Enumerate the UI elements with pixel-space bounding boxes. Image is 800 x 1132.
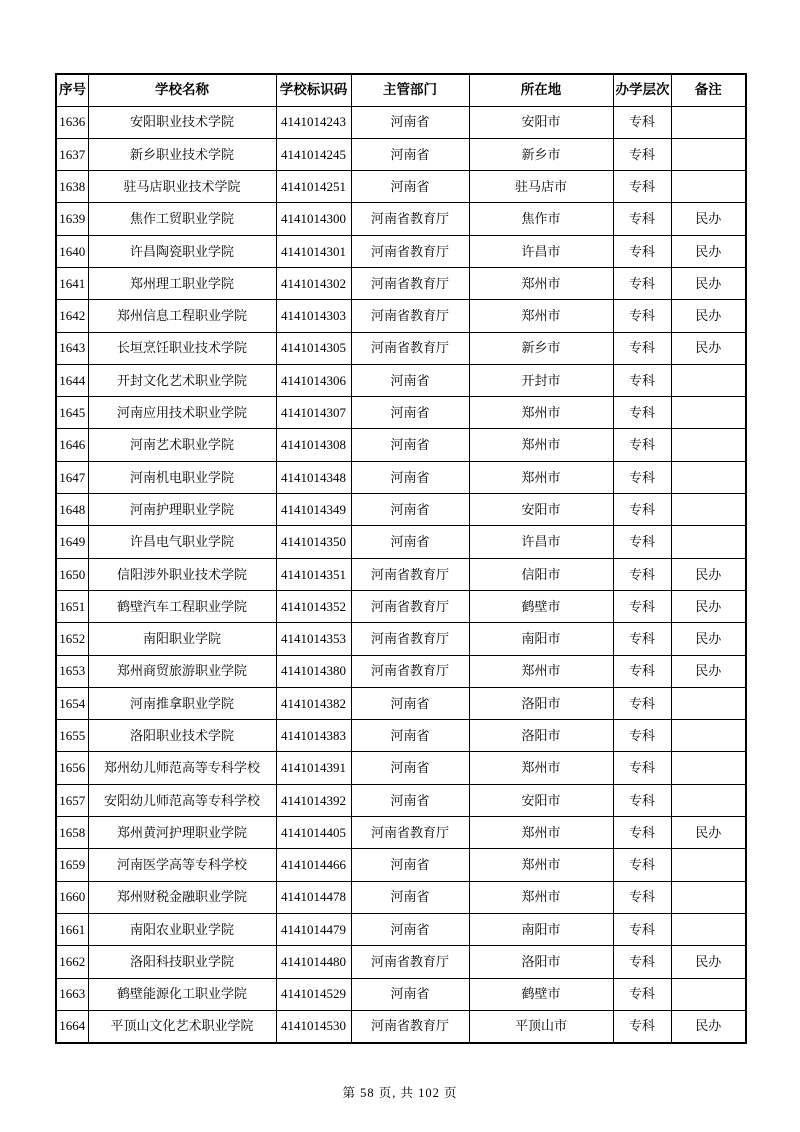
page-footer: 第 58 页, 共 102 页 — [342, 1086, 458, 1100]
cell-remark: 民办 — [671, 946, 746, 978]
cell-level: 专科 — [613, 913, 671, 945]
cell-authority: 河南省 — [351, 461, 469, 493]
cell-index: 1655 — [56, 720, 88, 752]
cell-index: 1657 — [56, 784, 88, 816]
cell-level: 专科 — [613, 494, 671, 526]
cell-location: 平顶山市 — [469, 1010, 613, 1042]
column-header-school-name: 学校名称 — [88, 74, 276, 106]
cell-authority: 河南省 — [351, 913, 469, 945]
cell-location: 郑州市 — [469, 429, 613, 461]
cell-authority: 河南省教育厅 — [351, 817, 469, 849]
cell-index: 1640 — [56, 235, 88, 267]
cell-school-name: 安阳职业技术学院 — [88, 106, 276, 138]
cell-index: 1646 — [56, 429, 88, 461]
cell-authority: 河南省教育厅 — [351, 655, 469, 687]
cell-index: 1647 — [56, 461, 88, 493]
table-row — [56, 235, 746, 267]
cell-school-name: 信阳涉外职业技术学院 — [88, 558, 276, 590]
table-row — [56, 203, 746, 235]
cell-index: 1642 — [56, 300, 88, 332]
cell-school-name: 洛阳科技职业学院 — [88, 946, 276, 978]
cell-remark — [671, 687, 746, 719]
cell-remark: 民办 — [671, 817, 746, 849]
table-row — [56, 558, 746, 590]
cell-remark — [671, 106, 746, 138]
table-row — [56, 300, 746, 332]
cell-school-code: 4141014391 — [276, 752, 351, 784]
cell-authority: 河南省 — [351, 171, 469, 203]
cell-level: 专科 — [613, 817, 671, 849]
cell-level: 专科 — [613, 364, 671, 396]
cell-school-code: 4141014479 — [276, 913, 351, 945]
cell-school-code: 4141014352 — [276, 590, 351, 622]
cell-school-code: 4141014308 — [276, 429, 351, 461]
table-row — [56, 332, 746, 364]
column-header-location: 所在地 — [469, 74, 613, 106]
cell-index: 1643 — [56, 332, 88, 364]
cell-school-code: 4141014350 — [276, 526, 351, 558]
cell-school-code: 4141014529 — [276, 978, 351, 1010]
cell-school-code: 4141014392 — [276, 784, 351, 816]
cell-index: 1650 — [56, 558, 88, 590]
cell-remark — [671, 494, 746, 526]
cell-location: 南阳市 — [469, 913, 613, 945]
cell-authority: 河南省 — [351, 364, 469, 396]
cell-school-name: 鹤壁汽车工程职业学院 — [88, 590, 276, 622]
cell-authority: 河南省 — [351, 687, 469, 719]
cell-index: 1653 — [56, 655, 88, 687]
cell-index: 1660 — [56, 881, 88, 913]
table-row — [56, 817, 746, 849]
cell-school-name: 新乡职业技术学院 — [88, 138, 276, 170]
column-header-school-code: 学校标识码 — [276, 74, 351, 106]
table-row — [56, 978, 746, 1010]
cell-school-code: 4141014303 — [276, 300, 351, 332]
cell-index: 1651 — [56, 590, 88, 622]
cell-school-name: 郑州信息工程职业学院 — [88, 300, 276, 332]
cell-authority: 河南省 — [351, 106, 469, 138]
cell-location: 洛阳市 — [469, 720, 613, 752]
cell-authority: 河南省 — [351, 784, 469, 816]
cell-level: 专科 — [613, 171, 671, 203]
cell-authority: 河南省 — [351, 397, 469, 429]
cell-location: 安阳市 — [469, 106, 613, 138]
cell-location: 洛阳市 — [469, 946, 613, 978]
cell-school-name: 河南应用技术职业学院 — [88, 397, 276, 429]
table-row — [56, 397, 746, 429]
cell-authority: 河南省 — [351, 978, 469, 1010]
cell-school-code: 4141014380 — [276, 655, 351, 687]
column-header-index: 序号 — [56, 74, 88, 106]
cell-level: 专科 — [613, 946, 671, 978]
table-row — [56, 946, 746, 978]
column-header-remark: 备注 — [671, 74, 746, 106]
cell-index: 1658 — [56, 817, 88, 849]
cell-school-name: 平顶山文化艺术职业学院 — [88, 1010, 276, 1042]
cell-school-name: 许昌电气职业学院 — [88, 526, 276, 558]
cell-index: 1638 — [56, 171, 88, 203]
cell-level: 专科 — [613, 558, 671, 590]
table-row — [56, 687, 746, 719]
cell-remark — [671, 397, 746, 429]
cell-school-name: 长垣烹饪职业技术学院 — [88, 332, 276, 364]
table-row — [56, 623, 746, 655]
cell-school-name: 河南医学高等专科学校 — [88, 849, 276, 881]
cell-school-code: 4141014478 — [276, 881, 351, 913]
cell-school-code: 4141014251 — [276, 171, 351, 203]
cell-level: 专科 — [613, 300, 671, 332]
cell-authority: 河南省教育厅 — [351, 590, 469, 622]
cell-school-name: 南阳农业职业学院 — [88, 913, 276, 945]
table-row — [56, 526, 746, 558]
cell-location: 郑州市 — [469, 655, 613, 687]
cell-school-code: 4141014305 — [276, 332, 351, 364]
cell-level: 专科 — [613, 106, 671, 138]
cell-remark: 民办 — [671, 267, 746, 299]
cell-remark — [671, 171, 746, 203]
cell-remark — [671, 881, 746, 913]
cell-authority: 河南省 — [351, 494, 469, 526]
cell-school-code: 4141014307 — [276, 397, 351, 429]
cell-index: 1654 — [56, 687, 88, 719]
cell-school-code: 4141014353 — [276, 623, 351, 655]
table-row — [56, 881, 746, 913]
table-row — [56, 655, 746, 687]
table-row — [56, 590, 746, 622]
cell-remark — [671, 461, 746, 493]
cell-index: 1652 — [56, 623, 88, 655]
cell-index: 1659 — [56, 849, 88, 881]
cell-index: 1636 — [56, 106, 88, 138]
cell-level: 专科 — [613, 881, 671, 913]
cell-remark — [671, 526, 746, 558]
cell-school-name: 开封文化艺术职业学院 — [88, 364, 276, 396]
cell-index: 1644 — [56, 364, 88, 396]
schools-table — [55, 73, 747, 1044]
cell-index: 1656 — [56, 752, 88, 784]
cell-remark: 民办 — [671, 623, 746, 655]
cell-authority: 河南省教育厅 — [351, 1010, 469, 1042]
cell-level: 专科 — [613, 687, 671, 719]
cell-authority: 河南省教育厅 — [351, 332, 469, 364]
cell-remark: 民办 — [671, 558, 746, 590]
table-row — [56, 784, 746, 816]
cell-location: 郑州市 — [469, 300, 613, 332]
cell-school-name: 驻马店职业技术学院 — [88, 171, 276, 203]
cell-school-code: 4141014302 — [276, 267, 351, 299]
cell-remark — [671, 138, 746, 170]
cell-location: 信阳市 — [469, 558, 613, 590]
cell-remark — [671, 364, 746, 396]
cell-index: 1662 — [56, 946, 88, 978]
cell-level: 专科 — [613, 397, 671, 429]
table-row — [56, 494, 746, 526]
cell-remark: 民办 — [671, 590, 746, 622]
cell-school-name: 洛阳职业技术学院 — [88, 720, 276, 752]
cell-authority: 河南省 — [351, 429, 469, 461]
cell-remark: 民办 — [671, 655, 746, 687]
cell-index: 1664 — [56, 1010, 88, 1042]
cell-index: 1648 — [56, 494, 88, 526]
cell-school-code: 4141014351 — [276, 558, 351, 590]
cell-location: 许昌市 — [469, 526, 613, 558]
cell-level: 专科 — [613, 138, 671, 170]
table-header-row — [56, 74, 746, 106]
cell-school-code: 4141014466 — [276, 849, 351, 881]
cell-school-code: 4141014301 — [276, 235, 351, 267]
cell-remark — [671, 429, 746, 461]
cell-school-code: 4141014383 — [276, 720, 351, 752]
cell-location: 郑州市 — [469, 817, 613, 849]
cell-remark: 民办 — [671, 300, 746, 332]
cell-location: 郑州市 — [469, 752, 613, 784]
cell-school-code: 4141014405 — [276, 817, 351, 849]
cell-index: 1637 — [56, 138, 88, 170]
cell-level: 专科 — [613, 332, 671, 364]
cell-authority: 河南省教育厅 — [351, 203, 469, 235]
cell-location: 郑州市 — [469, 397, 613, 429]
cell-school-name: 鹤壁能源化工职业学院 — [88, 978, 276, 1010]
cell-school-code: 4141014480 — [276, 946, 351, 978]
cell-location: 新乡市 — [469, 332, 613, 364]
cell-school-name: 河南推拿职业学院 — [88, 687, 276, 719]
cell-level: 专科 — [613, 461, 671, 493]
cell-authority: 河南省教育厅 — [351, 946, 469, 978]
table-row — [56, 752, 746, 784]
cell-location: 郑州市 — [469, 881, 613, 913]
cell-remark: 民办 — [671, 1010, 746, 1042]
cell-location: 南阳市 — [469, 623, 613, 655]
cell-index: 1639 — [56, 203, 88, 235]
cell-location: 焦作市 — [469, 203, 613, 235]
cell-authority: 河南省教育厅 — [351, 235, 469, 267]
cell-location: 许昌市 — [469, 235, 613, 267]
table-row — [56, 138, 746, 170]
table-row — [56, 106, 746, 138]
cell-school-name: 河南艺术职业学院 — [88, 429, 276, 461]
cell-remark: 民办 — [671, 332, 746, 364]
cell-school-name: 郑州理工职业学院 — [88, 267, 276, 299]
cell-authority: 河南省 — [351, 752, 469, 784]
cell-index: 1661 — [56, 913, 88, 945]
cell-school-name: 南阳职业学院 — [88, 623, 276, 655]
table-row — [56, 429, 746, 461]
table-row — [56, 267, 746, 299]
cell-school-name: 河南护理职业学院 — [88, 494, 276, 526]
cell-authority: 河南省教育厅 — [351, 623, 469, 655]
cell-level: 专科 — [613, 590, 671, 622]
table-row — [56, 720, 746, 752]
cell-location: 郑州市 — [469, 267, 613, 299]
cell-location: 安阳市 — [469, 494, 613, 526]
cell-remark — [671, 913, 746, 945]
table-row — [56, 364, 746, 396]
cell-school-code: 4141014349 — [276, 494, 351, 526]
cell-level: 专科 — [613, 203, 671, 235]
cell-level: 专科 — [613, 752, 671, 784]
cell-level: 专科 — [613, 267, 671, 299]
cell-school-code: 4141014306 — [276, 364, 351, 396]
cell-school-name: 焦作工贸职业学院 — [88, 203, 276, 235]
cell-authority: 河南省 — [351, 526, 469, 558]
cell-level: 专科 — [613, 720, 671, 752]
cell-school-name: 郑州财税金融职业学院 — [88, 881, 276, 913]
cell-school-code: 4141014245 — [276, 138, 351, 170]
cell-location: 安阳市 — [469, 784, 613, 816]
cell-location: 驻马店市 — [469, 171, 613, 203]
cell-remark: 民办 — [671, 235, 746, 267]
cell-school-code: 4141014382 — [276, 687, 351, 719]
table-body — [56, 106, 746, 1043]
cell-school-name: 河南机电职业学院 — [88, 461, 276, 493]
column-header-level: 办学层次 — [613, 74, 671, 106]
cell-location: 新乡市 — [469, 138, 613, 170]
cell-authority: 河南省教育厅 — [351, 558, 469, 590]
cell-school-code: 4141014243 — [276, 106, 351, 138]
cell-school-name: 郑州商贸旅游职业学院 — [88, 655, 276, 687]
column-header-authority: 主管部门 — [351, 74, 469, 106]
cell-level: 专科 — [613, 235, 671, 267]
cell-location: 洛阳市 — [469, 687, 613, 719]
cell-level: 专科 — [613, 978, 671, 1010]
cell-school-name: 安阳幼儿师范高等专科学校 — [88, 784, 276, 816]
cell-level: 专科 — [613, 623, 671, 655]
cell-level: 专科 — [613, 655, 671, 687]
cell-school-name: 郑州黄河护理职业学院 — [88, 817, 276, 849]
cell-location: 开封市 — [469, 364, 613, 396]
table-row — [56, 461, 746, 493]
cell-location: 鹤壁市 — [469, 978, 613, 1010]
cell-school-code: 4141014300 — [276, 203, 351, 235]
cell-index: 1645 — [56, 397, 88, 429]
cell-level: 专科 — [613, 526, 671, 558]
cell-school-name: 许昌陶瓷职业学院 — [88, 235, 276, 267]
cell-remark — [671, 784, 746, 816]
cell-level: 专科 — [613, 1010, 671, 1042]
cell-authority: 河南省 — [351, 720, 469, 752]
cell-index: 1663 — [56, 978, 88, 1010]
cell-remark: 民办 — [671, 203, 746, 235]
cell-level: 专科 — [613, 849, 671, 881]
cell-remark — [671, 752, 746, 784]
cell-level: 专科 — [613, 429, 671, 461]
cell-authority: 河南省教育厅 — [351, 267, 469, 299]
cell-authority: 河南省 — [351, 138, 469, 170]
table-row — [56, 913, 746, 945]
cell-school-code: 4141014348 — [276, 461, 351, 493]
table-row — [56, 171, 746, 203]
cell-school-name: 郑州幼儿师范高等专科学校 — [88, 752, 276, 784]
cell-location: 郑州市 — [469, 849, 613, 881]
cell-location: 鹤壁市 — [469, 590, 613, 622]
cell-location: 郑州市 — [469, 461, 613, 493]
cell-remark — [671, 978, 746, 1010]
cell-authority: 河南省 — [351, 881, 469, 913]
table-row — [56, 1010, 746, 1042]
cell-authority: 河南省教育厅 — [351, 300, 469, 332]
cell-authority: 河南省 — [351, 849, 469, 881]
cell-remark — [671, 720, 746, 752]
table-row — [56, 849, 746, 881]
cell-level: 专科 — [613, 784, 671, 816]
cell-remark — [671, 849, 746, 881]
cell-index: 1649 — [56, 526, 88, 558]
cell-school-code: 4141014530 — [276, 1010, 351, 1042]
cell-index: 1641 — [56, 267, 88, 299]
